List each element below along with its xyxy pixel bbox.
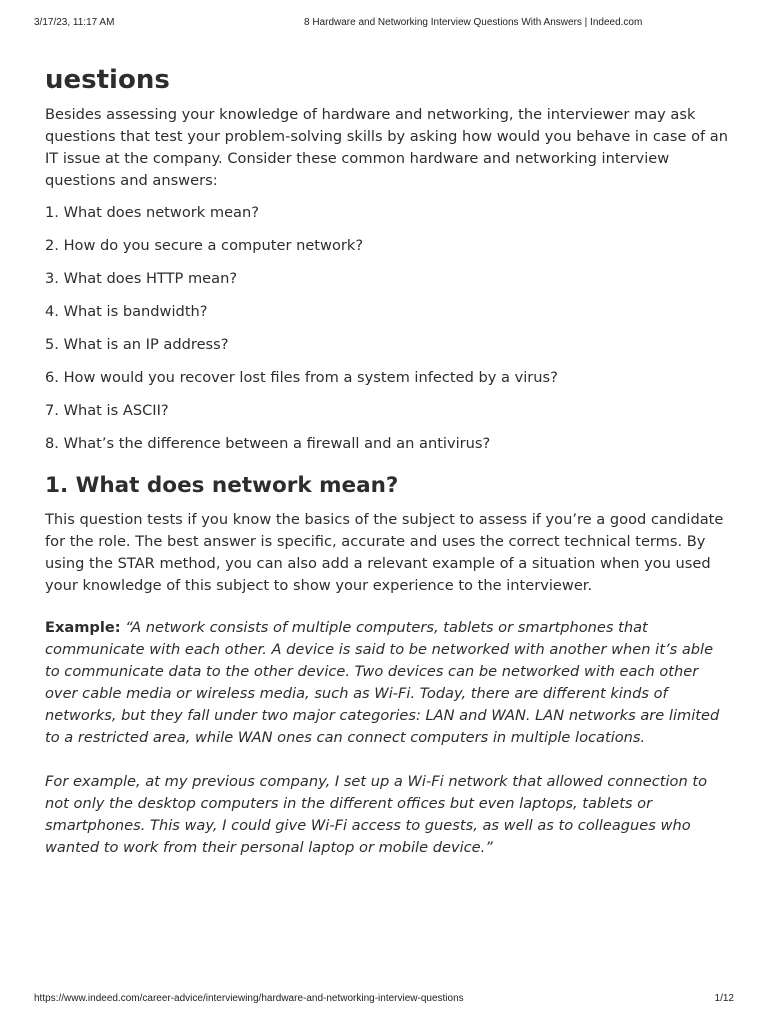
question-1-heading: 1. What does network mean? (45, 473, 399, 498)
example-quote: “A network consists of multiple computers, tablets or smartphones that communicate with each other. A device is said to be networked with another when it’s able to communicate data to the other device. Two devices can be networked with each other over cable media or wireless media, such as Wi-Fi. Today, there are different kinds of networks, but they fall under two major categories: LAN and WAN. LAN networks are limited to a restricted area, while WAN ones can connect computers in multiple locations. (45, 619, 720, 746)
section-title: uestions (45, 65, 170, 95)
example-label: Example: (45, 619, 121, 636)
intro-paragraph: Besides assessing your knowledge of hardware and networking, the interviewer may ask questions that test your problem-solving skills by asking how would you behave in case of an IT issue at the company. Consider these common hardware and networking interview questions and answers: (45, 106, 728, 189)
question-1-answer: This question tests if you know the basics of the subject to assess if you’re a good candidate for the role. The best answer is specific, accurate and uses the correct technical terms. By using the STAR method, you can also add a relevant example of a situation when you used your knowledge of this subject to show your experience to the interviewer. (45, 511, 724, 594)
print-header (34, 17, 734, 31)
list-item: 5. What is an IP address? (45, 336, 229, 353)
list-item: 6. How would you recover lost files from a system infected by a virus? (45, 369, 558, 386)
question-list (45, 202, 730, 455)
list-item: 3. What does HTTP mean? (45, 270, 238, 287)
print-footer (34, 993, 734, 1007)
print-page-title: 8 Hardware and Networking Interview Questions With Answers | Indeed.com (304, 17, 643, 28)
list-item: 4. What is bandwidth? (45, 303, 208, 320)
list-item: 2. How do you secure a computer network? (45, 237, 364, 254)
print-datetime: 3/17/23, 11:17 AM (34, 17, 115, 28)
example-paragraph (45, 617, 730, 749)
example-continued: For example, at my previous company, I set up a Wi-Fi network that allowed connection to not only the desktop computers in the different offices but even laptops, tablets or smartphones. This way, I could give Wi-Fi access to guests, as well as to colleagues who wanted to work from their personal laptop or mobile device.” (45, 773, 707, 856)
page-number: 1/12 (714, 993, 734, 1004)
list-item: 1. What does network mean? (45, 204, 259, 221)
print-url: https://www.indeed.com/career-advice/interviewing/hardware-and-networking-interview-questions (34, 993, 464, 1004)
list-item: 8. What’s the difference between a firewall and an antivirus? (45, 435, 491, 452)
list-item: 7. What is ASCII? (45, 402, 169, 419)
article-content (45, 60, 730, 859)
